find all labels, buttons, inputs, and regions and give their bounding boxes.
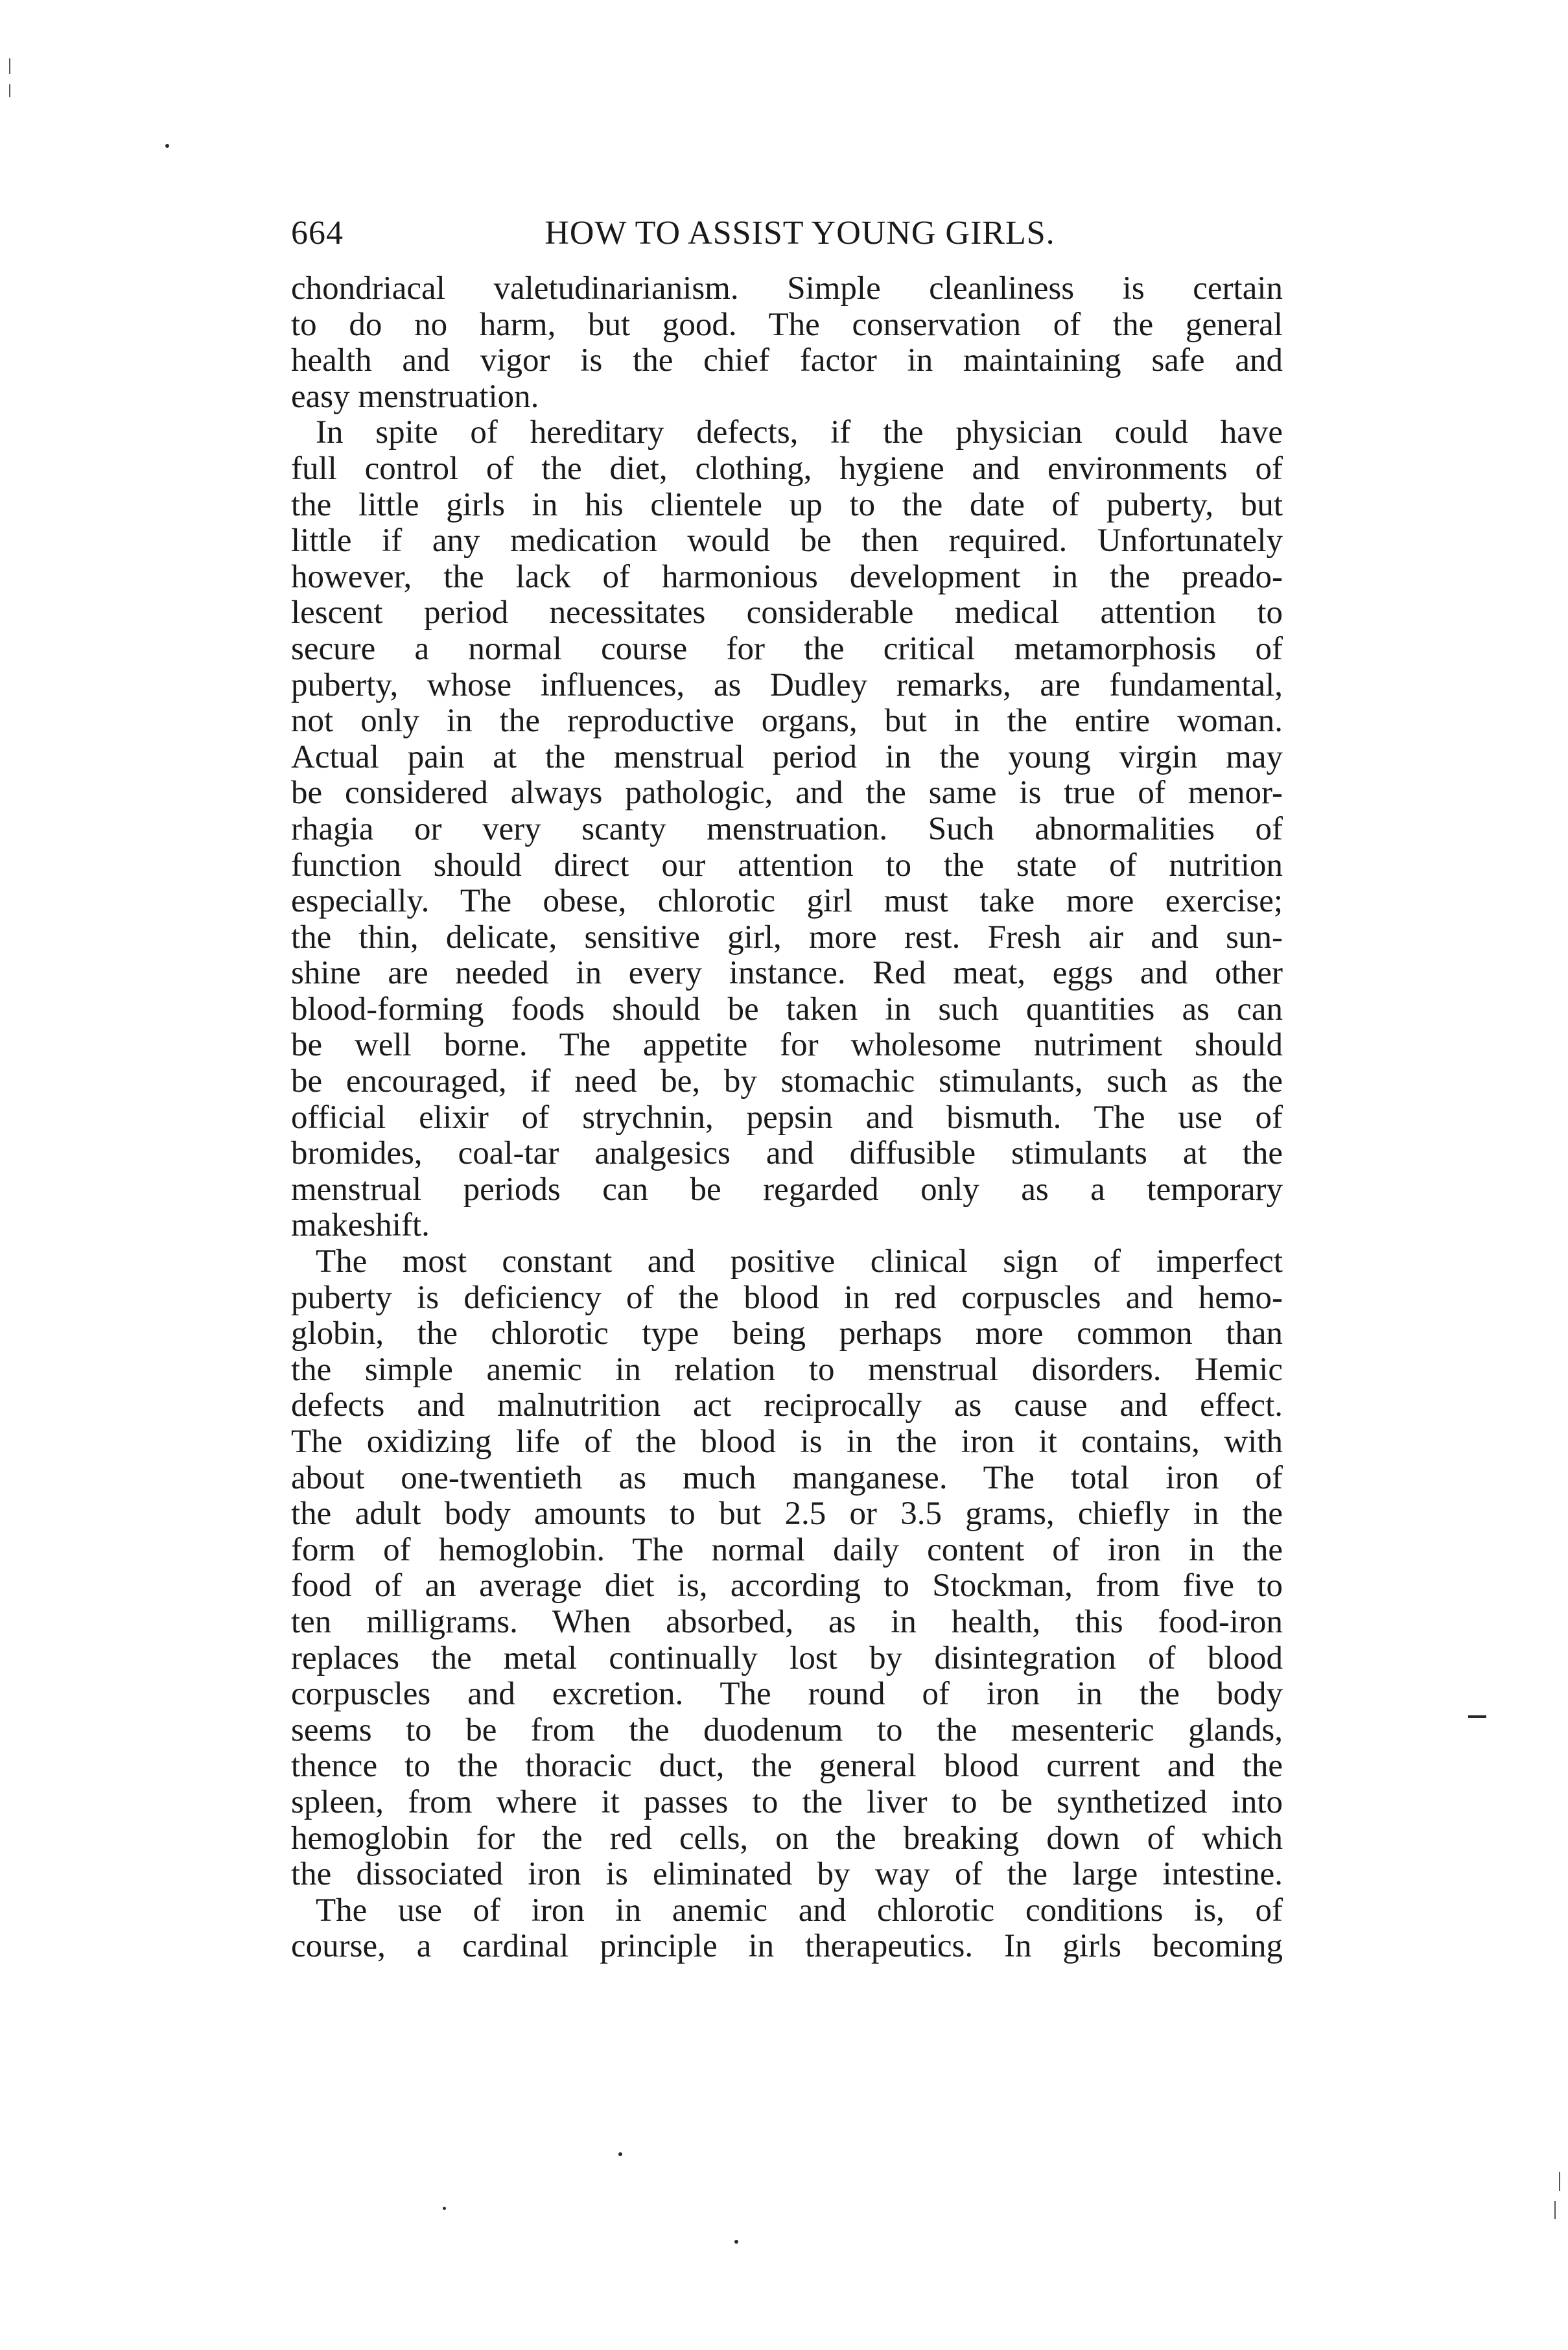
text-line: thence to the thoracic duct, the general blood current and the [291,1748,1283,1785]
text-line: chondriacal valetudinarianism. Simple cleanliness is certain [291,270,1283,307]
scan-mark [9,58,10,74]
text-line: official elixir of strychnin, pepsin and bismuth. The use of [291,1099,1283,1136]
running-head [291,204,1283,263]
text-line: puberty is deficiency of the blood in red corpuscles and hemo- [291,1279,1283,1316]
text-line: about one-twentieth as much manganese. The total iron of [291,1459,1283,1496]
text-line: function should direct our attention to the state of nutrition [291,847,1283,884]
paragraph-start-line: The most constant and positive clinical sign of imperfect [316,1243,1283,1280]
text-line: The oxidizing life of the blood is in the iron it contains, with [291,1424,1283,1460]
text-line: shine are needed in every instance. Red meat, eggs and other [291,955,1283,992]
text-line: seems to be from the duodenum to the mesenteric glands, [291,1711,1283,1748]
text-line: the dissociated iron is eliminated by way of the large intestine. [291,1856,1283,1893]
text-line: puberty, whose influences, as Dudley remarks, are fundamental, [291,666,1283,703]
text-line: makeshift. [291,1207,430,1244]
text-line: Actual pain at the menstrual period in the young virgin may [291,738,1283,775]
text-line: secure a normal course for the critical metamorphosis of [291,630,1283,667]
body-text [291,271,1283,1965]
text-line: be well borne. The appetite for wholesome nutriment should [291,1027,1283,1064]
text-line: course, a cardinal principle in therapeutics. In girls becoming [291,1928,1283,1965]
text-line: defects and malnutrition act reciprocally as cause and effect. [291,1387,1283,1424]
text-line: be encouraged, if need be, by stomachic stimulants, such as the [291,1063,1283,1100]
margin-dash [1468,1715,1486,1718]
text-line: the simple anemic in relation to menstrual disorders. Hemic [291,1351,1283,1388]
scan-mark [1554,2201,1556,2219]
scan-speck [734,2240,738,2244]
text-line: corpuscles and excretion. The round of iron in the body [291,1676,1283,1713]
text-line: hemoglobin for the red cells, on the breaking down of which [291,1820,1283,1857]
text-line: be considered always pathologic, and the same is true of menor- [291,775,1283,812]
scan-speck [618,2152,622,2156]
text-line: globin, the chlorotic type being perhaps more common than [291,1315,1283,1352]
text-line: food of an average diet is, according to Stockman, from five to [291,1568,1283,1604]
text-line: little if any medication would be then required. Unfortunately [291,523,1283,559]
text-line: ten milligrams. When absorbed, as in health, this food-iron [291,1603,1283,1640]
text-line: menstrual periods can be regarded only as a temporary [291,1171,1283,1208]
scan-speck [165,144,169,148]
scan-mark [9,84,10,97]
text-line: especially. The obese, chlorotic girl must take more exercise; [291,883,1283,920]
text-line: the thin, delicate, sensitive girl, more rest. Fresh air and sun- [291,919,1283,956]
text-line: lescent period necessitates considerable medical attention to [291,594,1283,631]
text-line: easy menstruation. [291,378,539,415]
text-line: health and vigor is the chief factor in maintaining safe and [291,342,1283,379]
text-line: rhagia or very scanty menstruation. Such abnormalities of [291,810,1283,847]
text-line: blood-forming foods should be taken in such quantities as can [291,991,1283,1028]
paragraph-start-line: The use of iron in anemic and chlorotic conditions is, of [316,1892,1283,1929]
text-line: not only in the reproductive organs, but in the entire woman. [291,703,1283,740]
text-line: the little girls in his clientele up to the date of puberty, but [291,486,1283,523]
text-line: the adult body amounts to but 2.5 or 3.5 grams, chiefly in the [291,1496,1283,1533]
text-line: however, the lack of harmonious development in the preado- [291,558,1283,595]
text-line: to do no harm, but good. The conservation of the general [291,306,1283,343]
text-line: bromides, coal-tar analgesics and diffusible stimulants at the [291,1135,1283,1172]
text-line: spleen, from where it passes to the liver to be synthetized into [291,1783,1283,1820]
scan-mark [1559,2172,1560,2191]
page-number: 664 [291,215,344,252]
text-line: form of hemoglobin. The normal daily content of iron in the [291,1531,1283,1568]
text-line: full control of the diet, clothing, hygiene and environments of [291,450,1283,487]
running-title: HOW TO ASSIST YOUNG GIRLS. [544,215,1055,252]
paragraph-start-line: In spite of hereditary defects, if the physician could have [316,414,1283,451]
text-line: replaces the metal continually lost by disintegration of blood [291,1639,1283,1676]
scan-speck [443,2207,446,2210]
